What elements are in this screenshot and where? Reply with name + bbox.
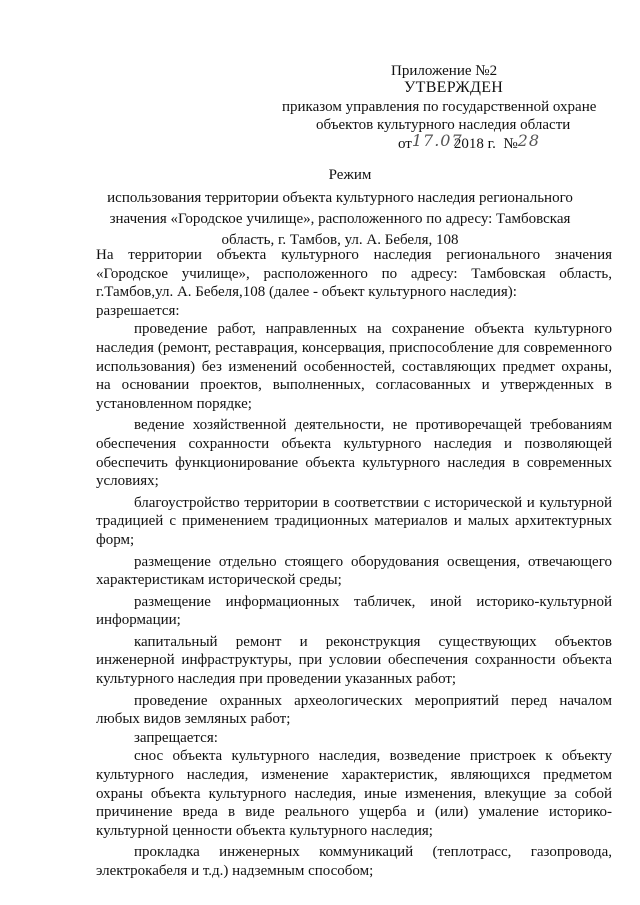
title-regime: Режим <box>328 167 372 183</box>
document-body <box>96 246 612 881</box>
handwritten-number: 28 <box>517 131 540 150</box>
handwritten-date: 17.07 <box>411 131 463 150</box>
document-title <box>60 165 620 251</box>
title-line-2: использования территории объекта культурного наследия регионального <box>107 190 573 206</box>
approved-stamp-text: УТВЕРЖДЕН <box>404 79 504 96</box>
date-prefix: от <box>398 136 412 152</box>
allowed-item: размещение отдельно стоящего оборудования освещения, отвечающего характеристикам исторической среды; <box>96 553 612 589</box>
order-line-1: приказом управления по государственной охране <box>282 99 597 115</box>
forbidden-heading: запрещается: <box>134 729 218 746</box>
date-year: 2018 г. <box>453 136 496 152</box>
title-line-3: значения «Городское училище», расположенного по адресу: Тамбовская <box>109 211 571 227</box>
order-date-number-line <box>398 131 540 154</box>
appendix-label: Приложение №2 <box>391 63 498 79</box>
allowed-item: капитальный ремонт и реконструкция существующих объектов инженерной инфраструктуры, при условии обеспечения сохранности объекта культурного наследия при проведении указанных работ; <box>96 633 612 688</box>
order-line-2: объектов культурного наследия области <box>316 117 571 133</box>
allowed-item: проведение охранных археологических мероприятий перед началом любых видов земляных работ; <box>96 692 612 728</box>
forbidden-item: прокладка инженерных коммуникаций (теплотрасс, газопровода, электрокабеля и т.д.) надземным способом; <box>96 844 612 879</box>
allowed-heading: разрешается: <box>96 302 180 319</box>
allowed-item: благоустройство территории в соответствии с исторической и культурной традицией с применением традиционных материалов и малых архитектурных форм; <box>96 494 612 548</box>
title-line-4: область, г. Тамбов, ул. А. Бебеля, 108 <box>221 232 459 248</box>
allowed-item: размещение информационных табличек, иной историко-культурной информации; <box>96 593 612 629</box>
allowed-item: ведение хозяйственной деятельности, не противоречащей требованиям обеспечения сохранности объекта культурного наследия и позволяющей обеспечить функционирование объекта культурного наследия в современных условиях; <box>96 417 612 490</box>
forbidden-item: снос объекта культурного наследия, возведение пристроек к объекту культурного наследия, изменение характеристик, являющихся предметом охраны объекта культурного наследия, иные изменения, влекущие за собой причинение вреда в виде реального ущерба и (или) умаление историко-культурной ценности объекта культурного наследия; <box>96 748 612 839</box>
allowed-item: проведение работ, направленных на сохранение объекта культурного наследия (ремонт, реставрация, консервация, приспособление для современного использования) без изменений особенностей, составляющих предмет охраны, на основании проектов, выполненных, согласованных и утвержденных в установленном порядке; <box>96 321 612 412</box>
intro-paragraph: На территории объекта культурного наследия регионального значения «Городское училище», расположенного по адресу: Тамбовская область, г.Тамбов,ул. А. Бебеля,108 (далее - объект культурного наследия): <box>96 247 612 301</box>
number-prefix: № <box>503 136 518 152</box>
